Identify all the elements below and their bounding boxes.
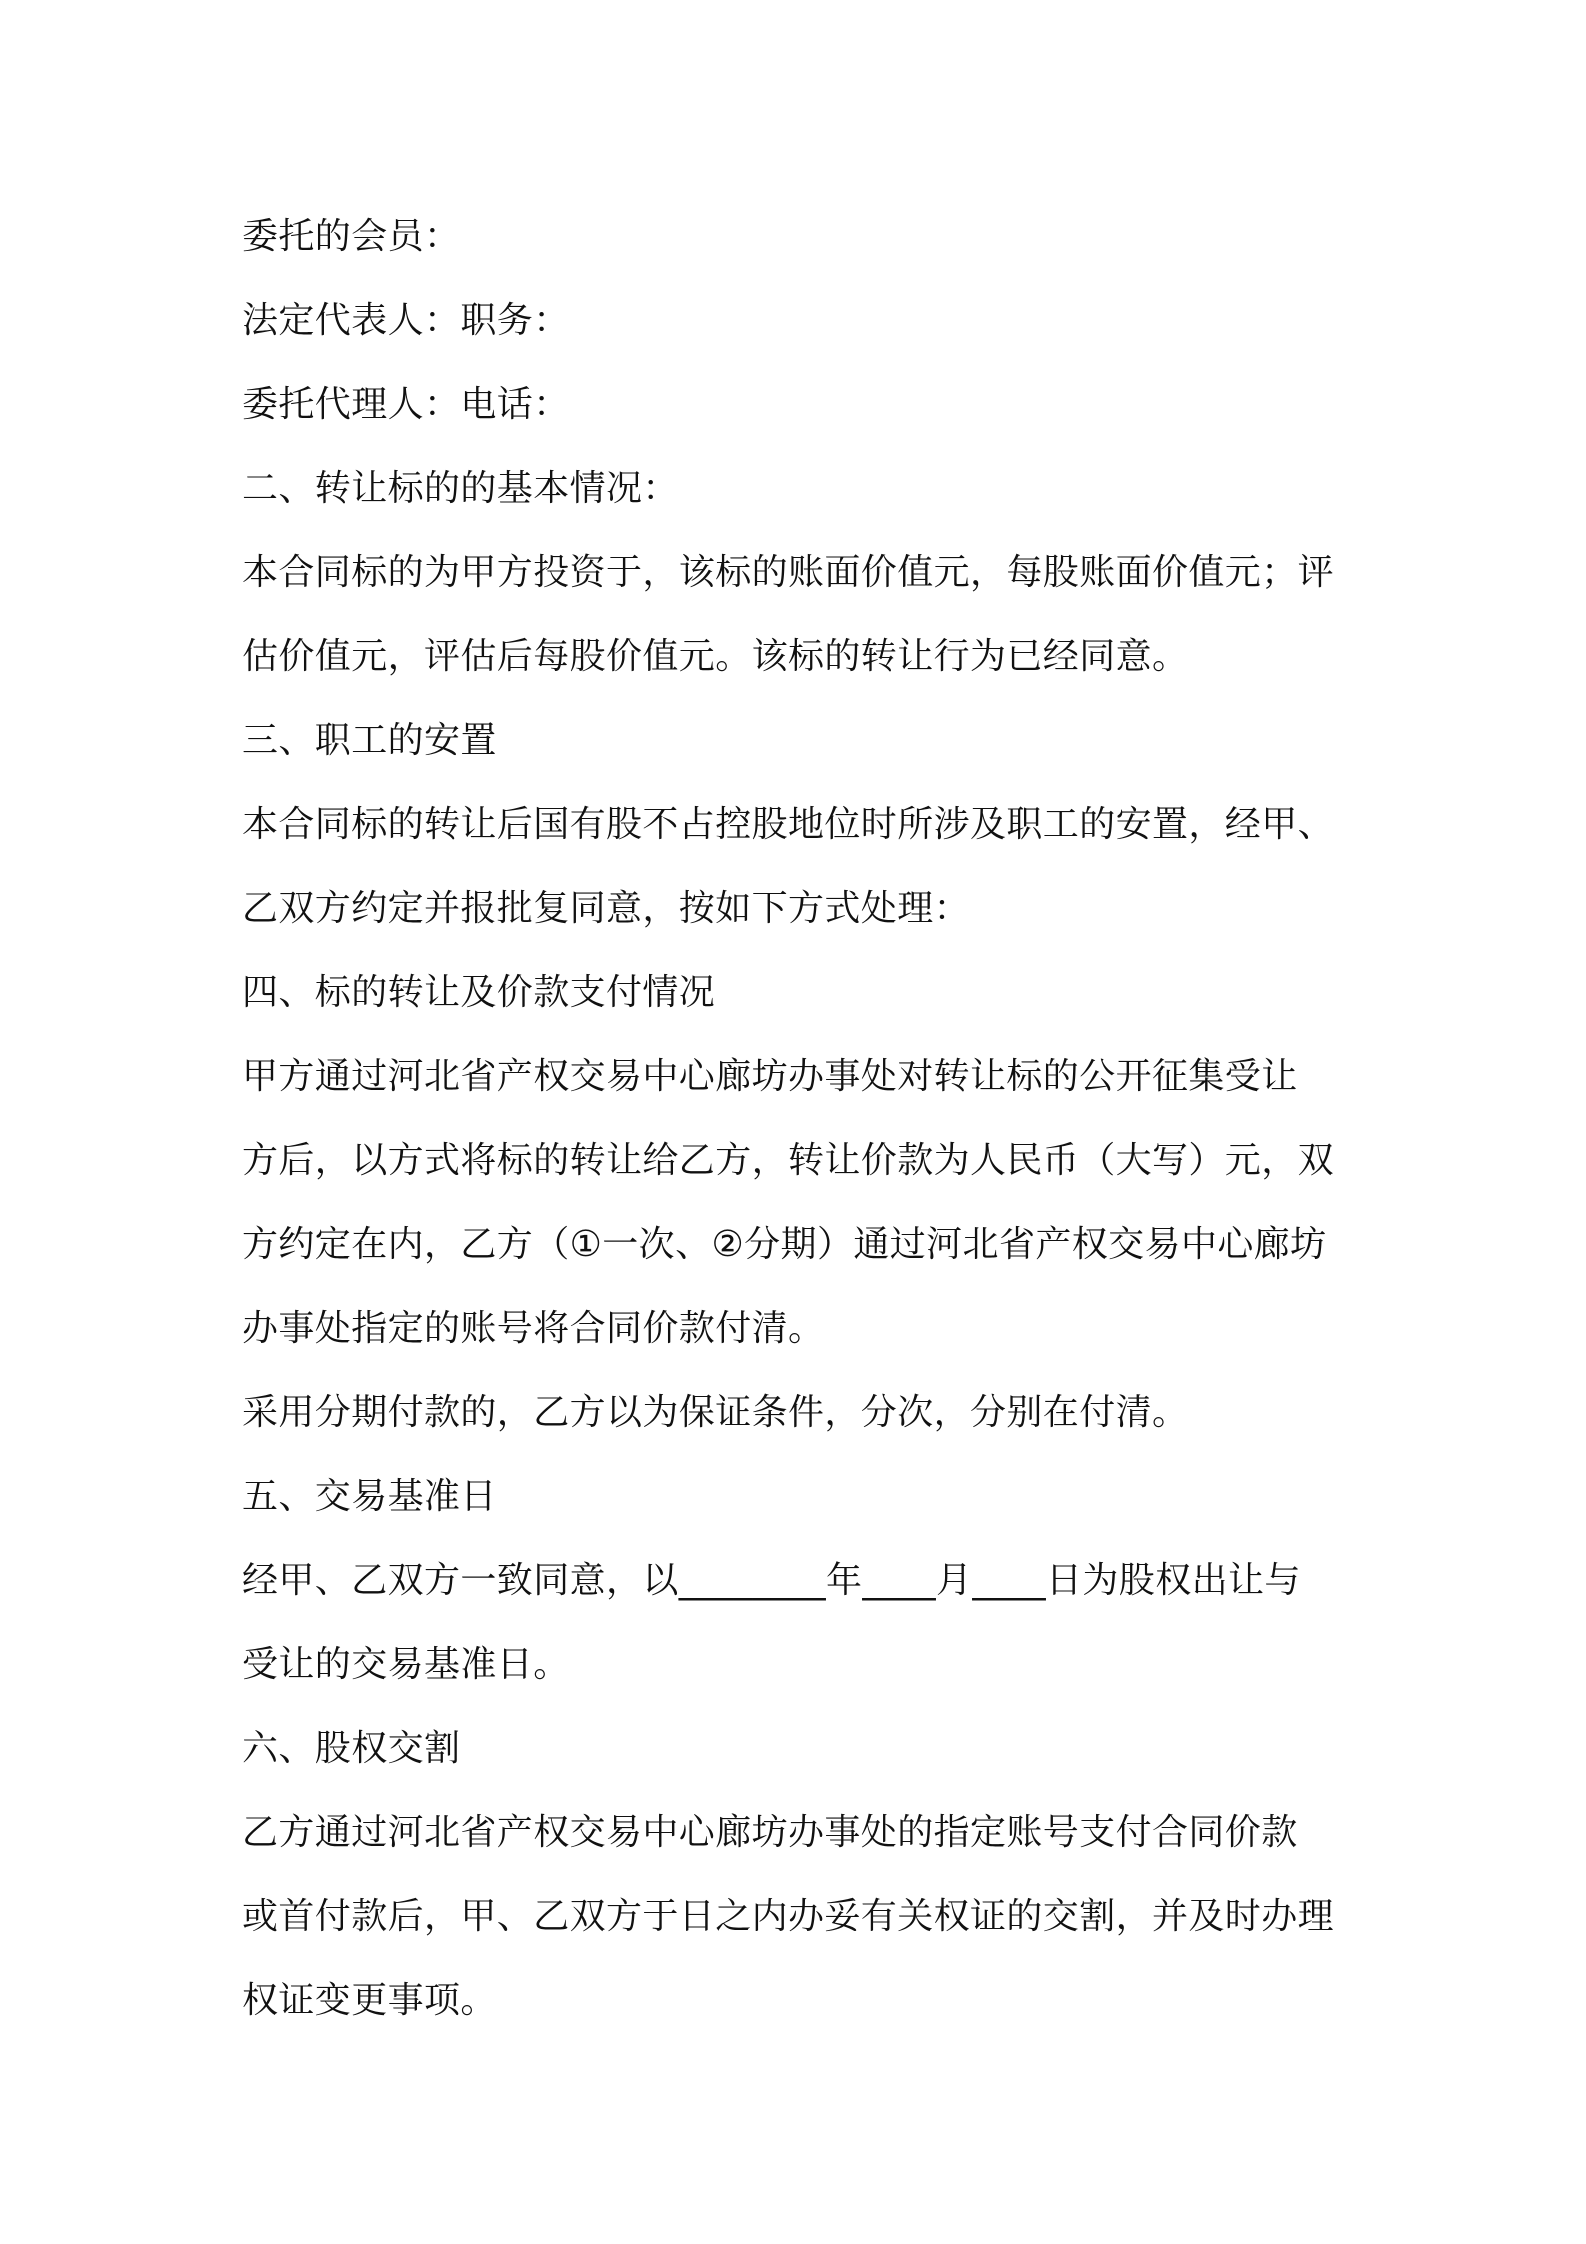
line-legal-representative: 法定代表人：职务：: [242, 300, 570, 341]
paragraph-line: 或首付款后，甲、乙双方于日之内办妥有关权证的交割，并及时办理: [242, 1896, 1335, 1937]
paragraph-line: 采用分期付款的，乙方以为保证条件，分次，分别在付清。: [242, 1392, 1189, 1433]
section-heading-5: 五、交易基准日: [242, 1476, 497, 1517]
section-heading-3: 三、职工的安置: [242, 720, 497, 761]
paragraph-line: 乙方通过河北省产权交易中心廊坊办事处的指定账号支付合同价款: [242, 1812, 1298, 1853]
paragraph-line: 方约定在内，乙方（①一次、②分期）通过河北省产权交易中心廊坊: [242, 1224, 1327, 1265]
line-authorized-agent: 委托代理人：电话：: [242, 384, 570, 425]
document-body: [242, 195, 1362, 2043]
line-delegated-member: 委托的会员：: [242, 216, 461, 257]
paragraph-line: 本合同标的转让后国有股不占控股地位时所涉及职工的安置，经甲、: [242, 804, 1335, 845]
paragraph-line: 本合同标的为甲方投资于，该标的账面价值元，每股账面价值元；评: [242, 552, 1335, 593]
section-heading-2: 二、转让标的的基本情况：: [242, 468, 679, 509]
paragraph-line: 受让的交易基准日。: [242, 1644, 570, 1685]
paragraph-line: 估价值元，评估后每股价值元。该标的转让行为已经同意。: [242, 636, 1189, 677]
section-heading-4: 四、标的转让及价款支付情况: [242, 972, 716, 1013]
paragraph-line: 乙双方约定并报批复同意，按如下方式处理：: [242, 888, 971, 929]
section-heading-6: 六、股权交割: [242, 1728, 461, 1769]
paragraph-line: 经甲、乙双方一致同意，以________年____月____日为股权出让与: [242, 1560, 1301, 1601]
paragraph-line: 办事处指定的账号将合同价款付清。: [242, 1308, 825, 1349]
paragraph-line: 方后，以方式将标的转让给乙方，转让价款为人民币（大写）元，双: [242, 1140, 1335, 1181]
paragraph-line: 权证变更事项。: [242, 1980, 497, 2021]
paragraph-line: 甲方通过河北省产权交易中心廊坊办事处对转让标的公开征集受让: [242, 1056, 1298, 1097]
